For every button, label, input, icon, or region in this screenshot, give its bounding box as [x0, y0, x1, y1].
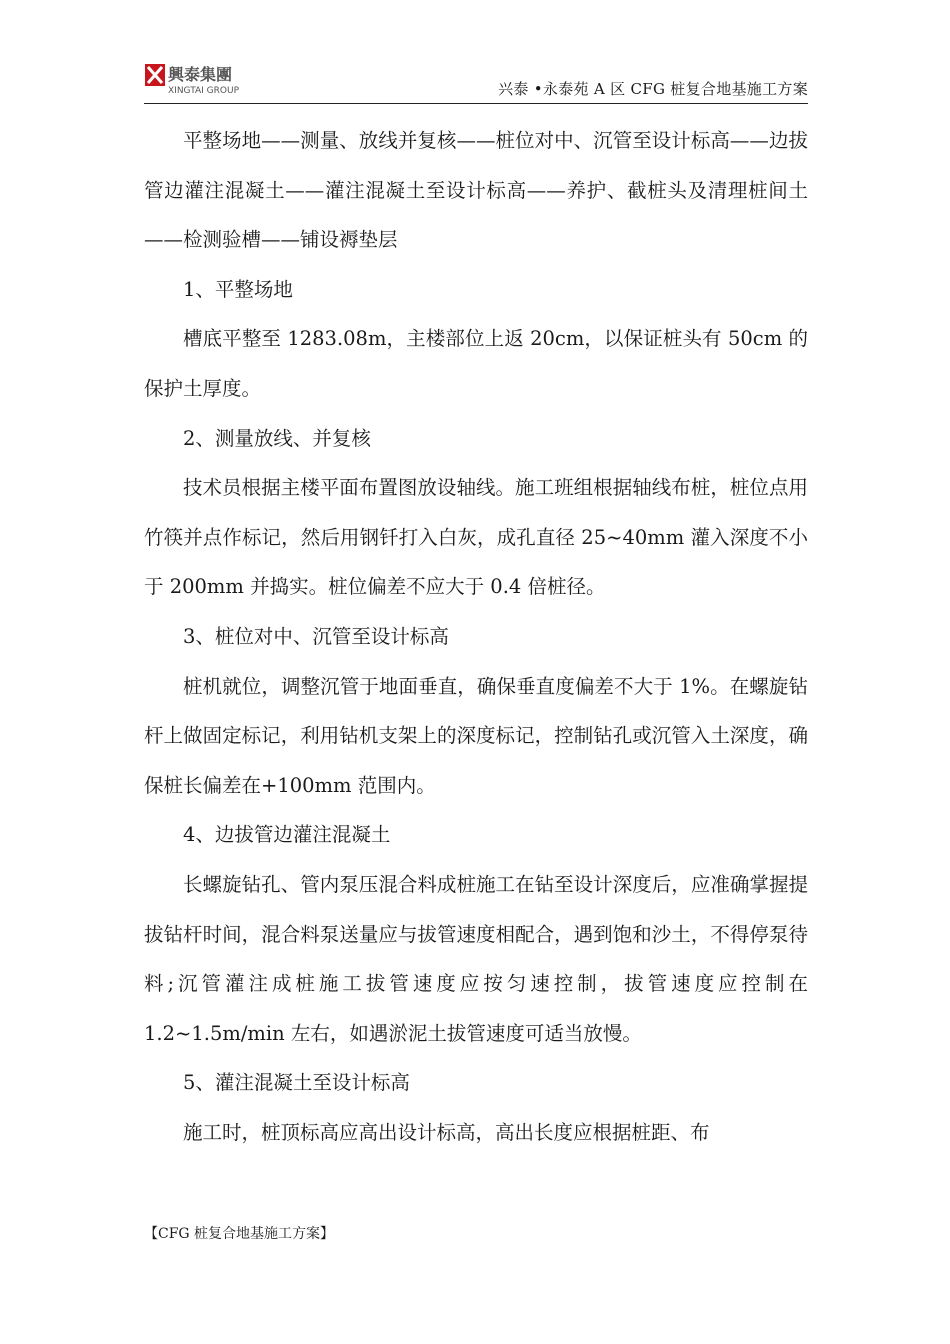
page-header	[144, 60, 808, 104]
body-paragraph: 长螺旋钻孔、管内泵压混合料成桩施工在钻至设计深度后，应准确掌握提拔钻杆时间，混合料泵送量应与拔管速度相配合，遇到饱和沙土，不得停泵待料;沉管灌注成桩施工拔管速度应按匀速控制，拔管速度应控制在 1.2~1.5m/min 左右，如遇淤泥土拔管速度可适当放慢。	[144, 872, 808, 1045]
company-logo	[144, 60, 254, 98]
body-paragraph: 施工时，桩顶标高应高出设计标高，高出长度应根据桩距、布	[183, 1120, 710, 1144]
body-paragraph: 槽底平整至 1283.08m，主楼部位上返 20cm，以保证桩头有 50cm 的保护土厚度。	[144, 327, 808, 400]
header-divider	[144, 103, 808, 104]
document-title: 兴泰 •永泰苑 A 区 CFG 桩复合地基施工方案	[498, 80, 808, 98]
page-footer: 【CFG 桩复合地基施工方案】	[144, 1226, 335, 1242]
section-heading: 4、边拔管边灌注混凝土	[183, 823, 391, 847]
section-heading: 1、平整场地	[183, 277, 293, 301]
section-heading: 3、桩位对中、沉管至设计标高	[183, 624, 449, 648]
logo-graphic	[144, 60, 254, 98]
document-body	[144, 116, 808, 1157]
process-flow-paragraph: 平整场地——测量、放线并复核——桩位对中、沉管至设计标高——边拔管边灌注混凝土——灌注混凝土至设计标高——养护、截桩头及清理桩间土——检测验槽——铺设褥垫层	[144, 129, 808, 252]
logo-cn-text: 興泰集團	[168, 65, 233, 84]
section-heading: 2、测量放线、并复核	[183, 426, 371, 450]
logo-en-text: XINGTAI GROUP	[168, 86, 240, 96]
body-paragraph: 桩机就位，调整沉管于地面垂直，确保垂直度偏差不大于 1%。在螺旋钻杆上做固定标记，利用钻机支架上的深度标记，控制钻孔或沉管入土深度，确保桩长偏差在+100mm 范围内。	[144, 674, 808, 797]
body-paragraph: 技术员根据主楼平面布置图放设轴线。施工班组根据轴线布桩，桩位点用竹筷并点作标记，然后用钢钎打入白灰，成孔直径 25~40mm 灌入深度不小于 200mm 并捣实。桩位偏差不应大于 0.4 倍桩径。	[144, 476, 808, 599]
section-heading: 5、灌注混凝土至设计标高	[183, 1071, 410, 1095]
